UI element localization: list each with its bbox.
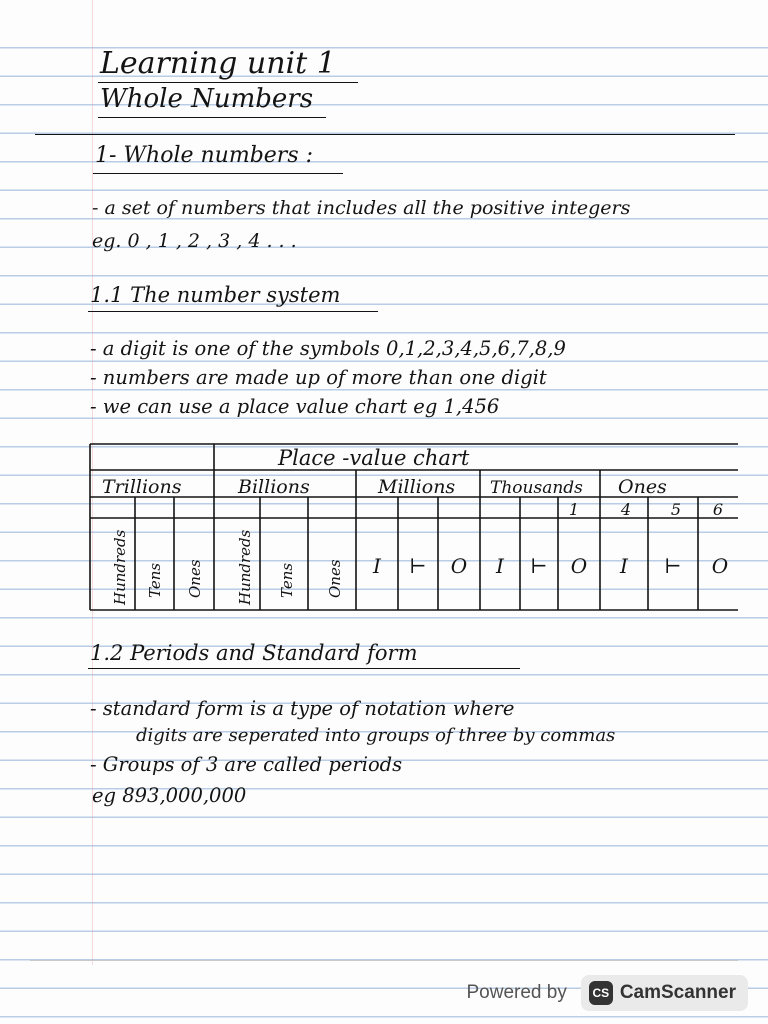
place-label: Hundreds: [111, 529, 129, 605]
period-label: Trillions: [102, 476, 182, 498]
place-label: Ones: [326, 559, 344, 598]
camscanner-logo-icon: CS: [589, 981, 613, 1005]
page-bottom-edge: [30, 960, 738, 961]
page-title: Learning unit 1: [100, 46, 336, 81]
place-symbol: I: [620, 554, 628, 578]
period-label: Millions: [378, 476, 456, 498]
place-symbol: O: [711, 554, 729, 578]
page-subtitle: Whole Numbers: [100, 84, 314, 114]
place-symbol: O: [450, 554, 468, 578]
periods-line: - Groups of 3 are called periods: [90, 753, 403, 776]
standard-form-example: eg 893,000,000: [92, 784, 247, 807]
definition-line: - a set of numbers that includes all the positive integers: [92, 197, 631, 219]
section-heading-underline: [88, 668, 520, 669]
chart-digit: 5: [670, 500, 682, 519]
place-label: Hundreds: [236, 529, 254, 605]
place-label: Ones: [186, 559, 204, 598]
place-symbol: ⊢: [530, 554, 548, 578]
chart-digit: 4: [620, 500, 632, 519]
place-label: Tens: [146, 562, 164, 598]
digit-definition-line: - a digit is one of the symbols 0,1,2,3,4,5,6,7,8,9: [90, 337, 566, 360]
place-symbol: I: [373, 554, 381, 578]
period-label: Billions: [238, 476, 310, 498]
section-heading: 1.2 Periods and Standard form: [90, 641, 418, 665]
place-value-note-line: - we can use a place value chart eg 1,456: [90, 395, 500, 418]
section-heading: 1.1 The number system: [90, 283, 341, 307]
standard-form-line: - standard form is a type of notation where: [90, 697, 515, 720]
camscanner-name: CamScanner: [619, 982, 736, 1003]
place-symbol: O: [570, 554, 588, 578]
standard-form-line-cont: digits are seperated into groups of three by commas: [136, 725, 616, 746]
section-heading: 1- Whole numbers :: [95, 143, 314, 168]
chart-digit: 1: [568, 500, 580, 519]
digit-note-line: - numbers are made up of more than one digit: [90, 366, 547, 389]
place-label: Tens: [278, 562, 296, 598]
period-label: Thousands: [490, 478, 583, 498]
place-symbol: ⊢: [664, 554, 682, 578]
chart-title: Place -value chart: [278, 446, 470, 470]
period-label: Ones: [618, 476, 667, 498]
place-symbol: ⊢: [409, 554, 427, 578]
camscanner-watermark: [466, 975, 748, 1011]
chart-digit: 6: [712, 500, 724, 519]
place-symbol: I: [496, 554, 504, 578]
powered-by-text: Powered by: [466, 982, 567, 1003]
camscanner-badge: [581, 975, 748, 1011]
example-line: eg. 0 , 1 , 2 , 3 , 4 . . .: [92, 230, 297, 252]
